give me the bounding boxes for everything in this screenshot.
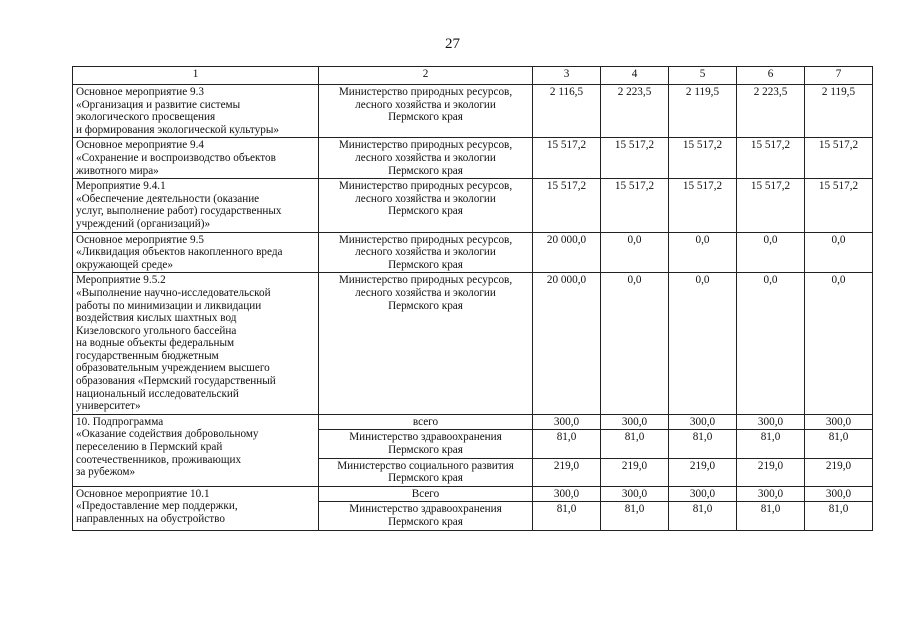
- executor-line: Пермского края: [388, 164, 463, 177]
- header-cell: 6: [737, 67, 805, 85]
- header-cell: 3: [533, 67, 601, 85]
- activity-title-line: «Организация и развитие системы: [76, 98, 241, 111]
- activity-title-line: «Сохранение и воспроизводство объектов: [76, 151, 276, 164]
- activity-title-line: Основное мероприятие 9.4: [76, 139, 204, 152]
- table-row: [73, 138, 873, 179]
- table-row: [73, 273, 873, 415]
- value-cell: 81,0: [805, 430, 873, 458]
- value-cell: 15 517,2: [601, 138, 669, 179]
- activity-title-cell: [73, 138, 319, 179]
- value-cell: 300,0: [533, 486, 601, 502]
- executor-cell: [319, 486, 533, 502]
- executor-line: Пермского края: [388, 258, 463, 271]
- executor-line: лесного хозяйства и экологии: [355, 286, 496, 299]
- value-cell: 2 119,5: [669, 85, 737, 138]
- value-cell: 300,0: [737, 486, 805, 502]
- activity-title-cell: [73, 486, 319, 530]
- activity-title-cell: [73, 232, 319, 273]
- executor-line: Пермского края: [388, 205, 463, 218]
- value-cell: 0,0: [737, 273, 805, 415]
- executor-line: Министерство природных ресурсов,: [338, 180, 513, 193]
- value-cell: 2 223,5: [737, 85, 805, 138]
- value-cell: 20 000,0: [533, 273, 601, 415]
- value-cell: 15 517,2: [737, 138, 805, 179]
- executor-line: Министерство здравоохранения: [349, 431, 502, 444]
- activity-title-line: переселению в Пермский край: [76, 441, 223, 454]
- value-cell: 2 119,5: [805, 85, 873, 138]
- value-cell: 300,0: [669, 486, 737, 502]
- value-cell: 2 116,5: [533, 85, 601, 138]
- activity-title-line: «Оказание содействия добровольному: [76, 428, 259, 441]
- value-cell: 0,0: [737, 232, 805, 273]
- activity-title-line: Основное мероприятие 10.1: [76, 487, 210, 500]
- value-cell: 219,0: [737, 458, 805, 486]
- executor-line: Пермского края: [388, 472, 463, 485]
- activity-title-line: на водные объекты федеральным: [76, 337, 235, 350]
- table-row: [73, 232, 873, 273]
- executor-cell: [319, 502, 533, 530]
- value-cell: 0,0: [669, 273, 737, 415]
- executor-cell: [319, 138, 533, 179]
- executor-line: всего: [412, 415, 439, 428]
- value-cell: 81,0: [669, 430, 737, 458]
- activity-title-line: соотечественников, проживающих: [76, 453, 242, 466]
- value-cell: 300,0: [805, 414, 873, 430]
- page-number: 27: [445, 36, 460, 52]
- value-cell: 15 517,2: [601, 179, 669, 232]
- executor-line: Министерство природных ресурсов,: [338, 86, 513, 98]
- value-cell: 219,0: [601, 458, 669, 486]
- executor-cell: [319, 430, 533, 458]
- executor-cell: [319, 232, 533, 273]
- value-cell: 81,0: [601, 430, 669, 458]
- value-cell: 15 517,2: [805, 179, 873, 232]
- activity-title-line: Мероприятие 9.5.2: [76, 274, 166, 287]
- activity-title-line: «Выполнение научно-исследовательской: [76, 286, 271, 299]
- value-cell: 15 517,2: [533, 138, 601, 179]
- activity-title-line: «Предоставление мер поддержки,: [76, 500, 238, 513]
- executor-line: Пермского края: [388, 111, 463, 124]
- executor-line: Пермского края: [388, 444, 463, 457]
- value-cell: 219,0: [805, 458, 873, 486]
- value-cell: 0,0: [601, 273, 669, 415]
- budget-table: [72, 66, 873, 531]
- value-cell: 300,0: [737, 414, 805, 430]
- activity-title-line: животного мира»: [76, 164, 159, 177]
- header-cell: 5: [669, 67, 737, 85]
- activity-title-line: «Ликвидация объектов накопленного вреда: [76, 246, 283, 259]
- activity-title-line: образования «Пермский государственный: [76, 375, 276, 388]
- value-cell: 219,0: [533, 458, 601, 486]
- executor-cell: [319, 414, 533, 430]
- header-cell: 7: [805, 67, 873, 85]
- activity-title-cell: [73, 414, 319, 486]
- value-cell: 300,0: [601, 414, 669, 430]
- header-cell: 2: [319, 67, 533, 85]
- value-cell: 15 517,2: [669, 138, 737, 179]
- value-cell: 0,0: [805, 232, 873, 273]
- table-body: [73, 85, 873, 531]
- activity-title-line: направленных на обустройство: [76, 513, 225, 525]
- value-cell: 81,0: [601, 502, 669, 530]
- table-row: [73, 486, 873, 502]
- executor-line: Министерство здравоохранения: [349, 503, 502, 516]
- value-cell: 219,0: [669, 458, 737, 486]
- executor-line: лесного хозяйства и экологии: [355, 246, 496, 259]
- value-cell: 81,0: [533, 430, 601, 458]
- executor-cell: [319, 458, 533, 486]
- activity-title-line: национальный исследовательский: [76, 387, 239, 400]
- activity-title-line: услуг, выполнение работ) государственных: [76, 205, 282, 218]
- value-cell: 15 517,2: [669, 179, 737, 232]
- activity-title-line: Основное мероприятие 9.3: [76, 86, 204, 98]
- executor-cell: [319, 273, 533, 415]
- activity-title-cell: [73, 179, 319, 232]
- executor-line: лесного хозяйства и экологии: [355, 192, 496, 205]
- value-cell: 81,0: [533, 502, 601, 530]
- executor-line: Министерство социального развития: [337, 459, 514, 472]
- value-cell: 300,0: [533, 414, 601, 430]
- activity-title-line: воздействия кислых шахтных вод: [76, 312, 237, 325]
- value-cell: 81,0: [737, 502, 805, 530]
- header-row: [73, 67, 873, 85]
- activity-title-line: Основное мероприятие 9.5: [76, 233, 204, 246]
- activity-title-line: Мероприятие 9.4.1: [76, 180, 166, 193]
- executor-line: Министерство природных ресурсов,: [338, 274, 513, 287]
- value-cell: 300,0: [669, 414, 737, 430]
- executor-line: лесного хозяйства и экологии: [355, 98, 496, 111]
- value-cell: 81,0: [669, 502, 737, 530]
- activity-title-line: за рубежом»: [76, 466, 136, 479]
- activity-title-line: Кизеловского угольного бассейна: [76, 324, 237, 337]
- value-cell: 0,0: [601, 232, 669, 273]
- value-cell: 300,0: [805, 486, 873, 502]
- activity-title-line: государственным бюджетным: [76, 349, 219, 362]
- value-cell: 15 517,2: [737, 179, 805, 232]
- table-row: [73, 414, 873, 430]
- value-cell: 20 000,0: [533, 232, 601, 273]
- activity-title-cell: [73, 85, 319, 138]
- header-cell: 1: [73, 67, 319, 85]
- table-row: [73, 85, 873, 138]
- activity-title-line: «Обеспечение деятельности (оказание: [76, 192, 260, 205]
- activity-title-line: университет»: [76, 400, 141, 413]
- value-cell: 81,0: [737, 430, 805, 458]
- executor-line: Пермского края: [388, 299, 463, 312]
- activity-title-line: работы по минимизации и ликвидации: [76, 299, 262, 312]
- executor-cell: [319, 179, 533, 232]
- executor-line: Министерство природных ресурсов,: [338, 233, 513, 246]
- value-cell: 15 517,2: [805, 138, 873, 179]
- activity-title-line: образовательным учреждением высшего: [76, 362, 270, 375]
- executor-line: лесного хозяйства и экологии: [355, 151, 496, 164]
- executor-line: Министерство природных ресурсов,: [338, 139, 513, 152]
- activity-title-cell: [73, 273, 319, 415]
- value-cell: 2 223,5: [601, 85, 669, 138]
- executor-line: Всего: [411, 487, 440, 500]
- value-cell: 300,0: [601, 486, 669, 502]
- header-cell: 4: [601, 67, 669, 85]
- activity-title-line: экологического просвещения: [76, 111, 216, 124]
- table-row: [73, 179, 873, 232]
- activity-title-line: учреждений (организаций)»: [76, 217, 211, 230]
- executor-line: Пермского края: [388, 516, 463, 528]
- activity-title-line: окружающей среде»: [76, 258, 173, 271]
- activity-title-line: 10. Подпрограмма: [76, 415, 164, 428]
- value-cell: 81,0: [805, 502, 873, 530]
- activity-title-line: и формирования экологической культуры»: [76, 123, 279, 136]
- executor-cell: [319, 85, 533, 138]
- value-cell: 0,0: [669, 232, 737, 273]
- value-cell: 0,0: [805, 273, 873, 415]
- value-cell: 15 517,2: [533, 179, 601, 232]
